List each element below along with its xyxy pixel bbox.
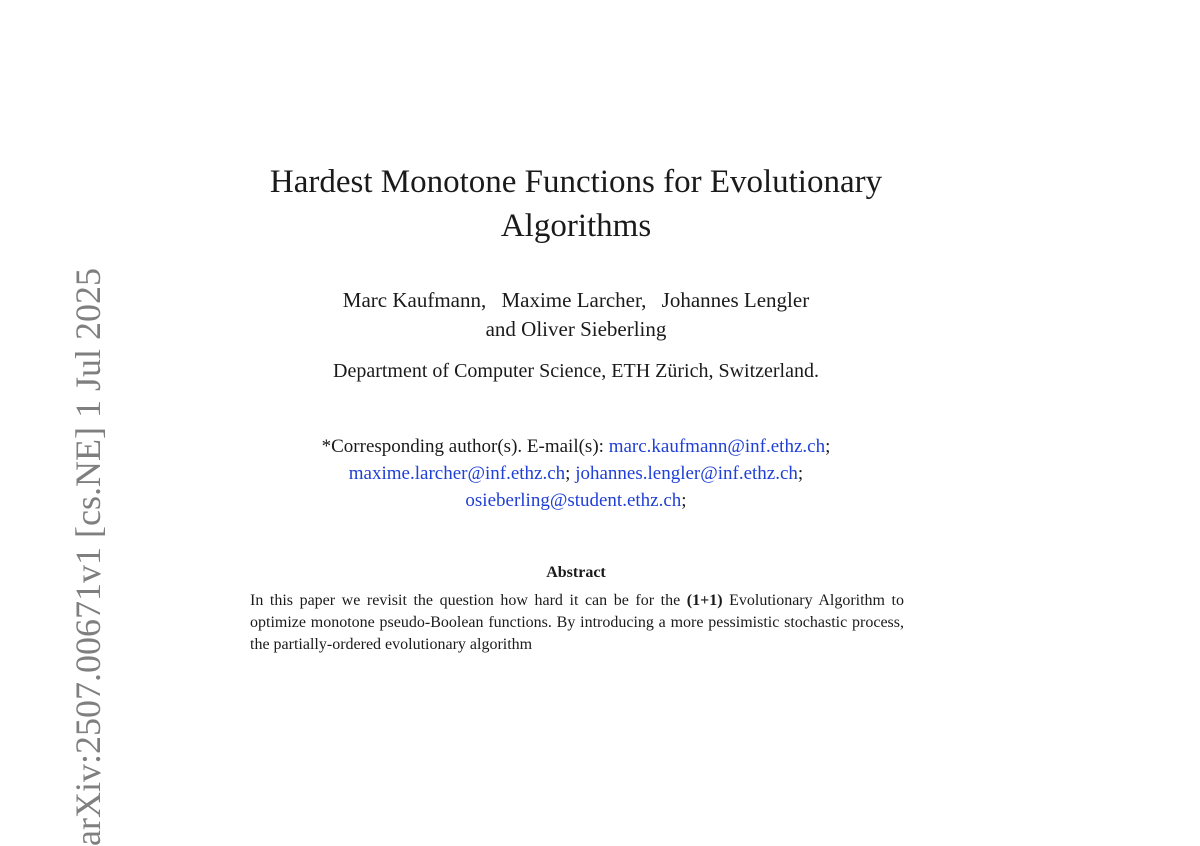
arxiv-identifier-stamp <box>28 268 108 846</box>
author-line-2: and Oliver Sieberling <box>485 317 667 341</box>
email-link[interactable]: johannes.lengler@inf.ethz.ch <box>575 463 798 484</box>
email-separator: ; <box>681 490 687 511</box>
email-link[interactable]: osieberling@student.ethz.ch <box>465 490 682 511</box>
author-name: Maxime Larcher, <box>501 288 647 312</box>
corresponding-authors <box>200 433 952 514</box>
correspondence-line-2 <box>200 460 952 487</box>
author-list <box>200 286 952 344</box>
email-separator: ; <box>825 436 831 457</box>
abstract-text <box>250 590 904 656</box>
abstract-text-part: Evolutionary Algorithm to optimize monotone pseudo-Boolean functions. By introducing a more pessimistic stochastic process, the partially-ordered evolutionary algorithm <box>250 592 905 653</box>
math-expression: (1+1) <box>686 592 723 609</box>
email-separator: ; <box>797 463 804 484</box>
abstract-text-part: In this paper we revisit the question how hard it can be for the <box>250 592 687 609</box>
arxiv-identifier-text: arXiv:2507.00671v1 [cs.NE] 1 Jul 2025 <box>68 268 108 846</box>
paper-title: Hardest Monotone Functions for Evolutionary Algorithms <box>269 164 883 244</box>
author-name: Marc Kaufmann, <box>342 288 487 312</box>
correspondence-prefix: *Corresponding author(s). E-mail(s): <box>321 436 604 457</box>
correspondence-line-1 <box>200 433 952 460</box>
affiliation: Department of Computer Science, ETH Zürich, Switzerland. <box>333 360 819 382</box>
email-separator: ; <box>565 463 571 484</box>
email-link[interactable]: maxime.larcher@inf.ethz.ch <box>348 463 566 484</box>
abstract-heading: Abstract <box>546 564 606 581</box>
author-line-1 <box>200 286 952 315</box>
correspondence-line-3 <box>200 487 952 514</box>
author-name: Johannes Lengler <box>661 288 810 312</box>
email-link[interactable]: marc.kaufmann@inf.ethz.ch <box>608 436 826 457</box>
